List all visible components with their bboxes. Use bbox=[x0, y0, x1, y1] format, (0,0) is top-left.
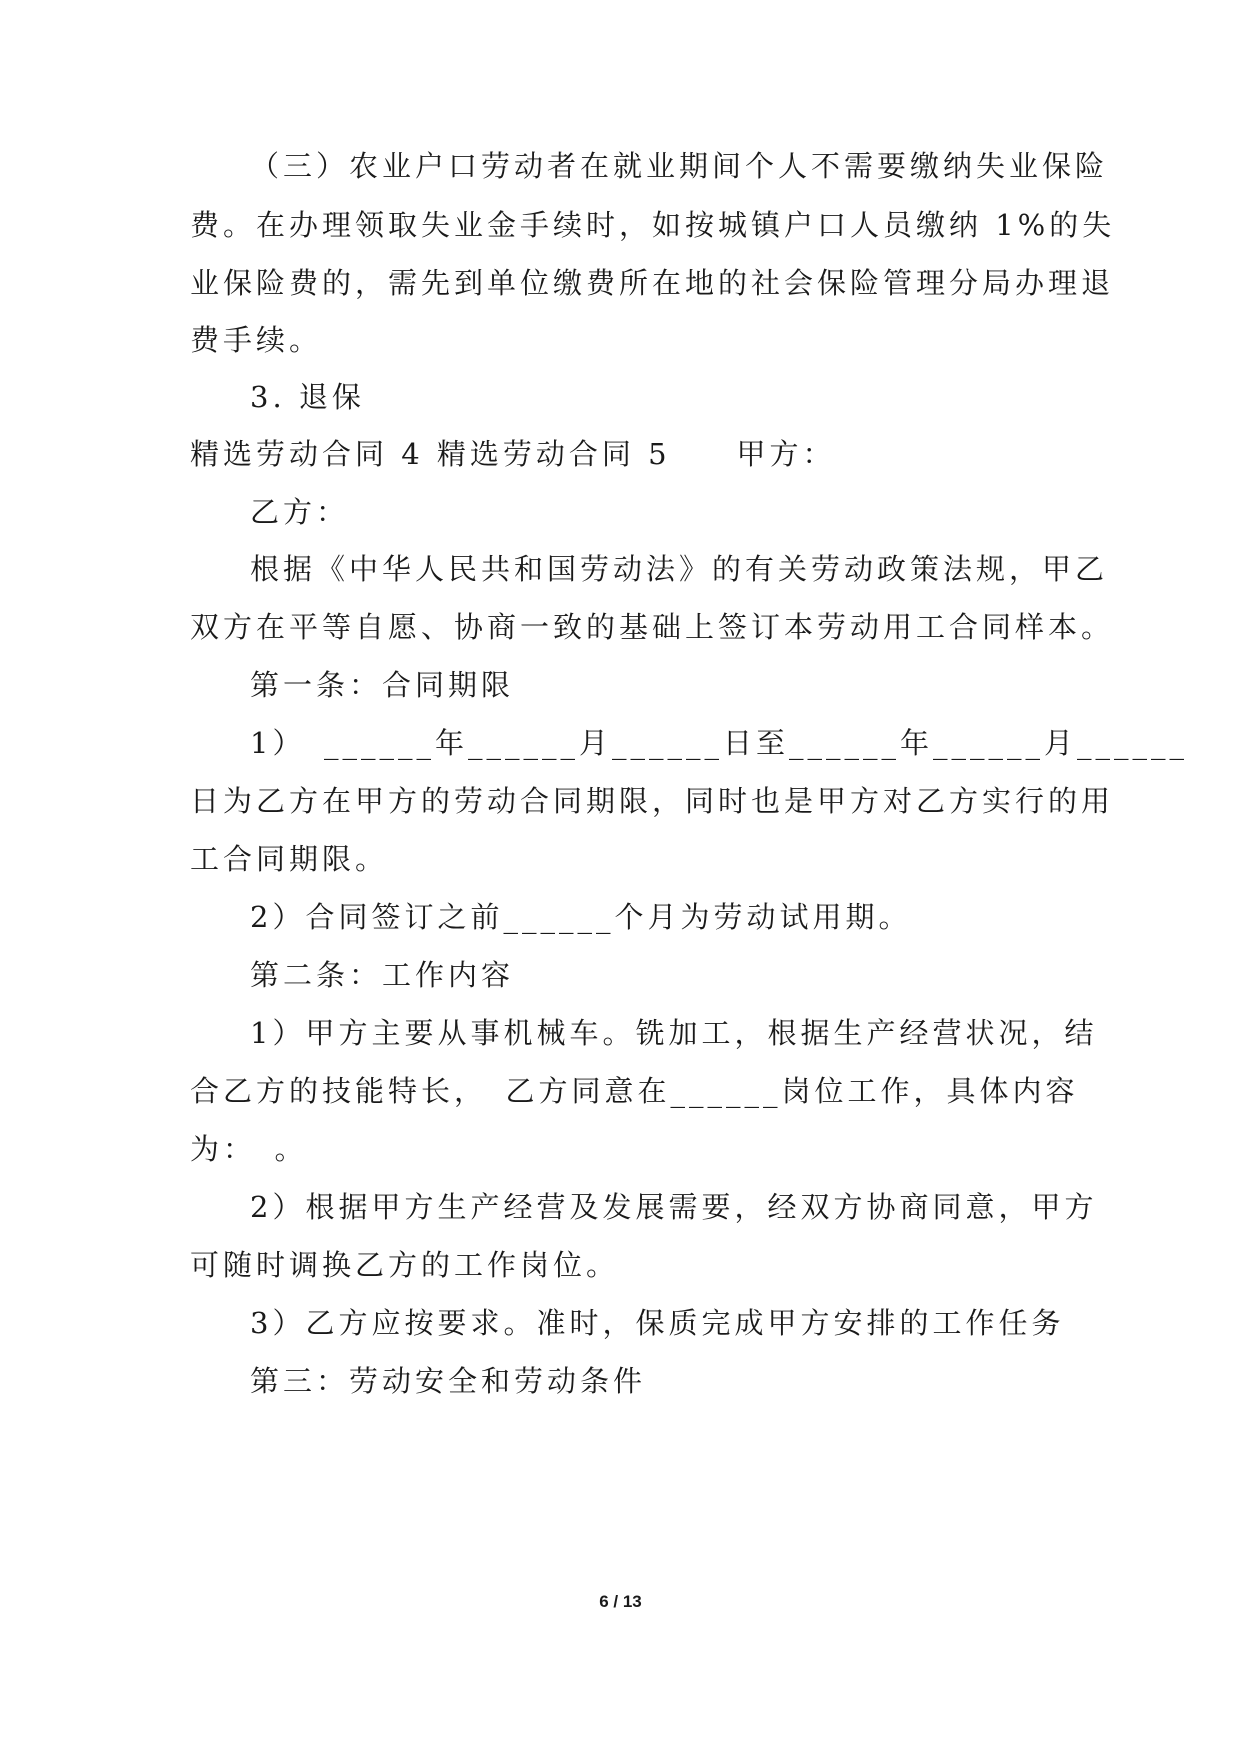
paragraph-line: 费手续。 bbox=[190, 323, 323, 357]
paragraph-line: （三）农业户口劳动者在就业期间个人不需要缴纳失业保险 bbox=[250, 149, 1109, 183]
paragraph-line: 可随时调换乙方的工作岗位。 bbox=[190, 1248, 620, 1282]
paragraph-line: 2）合同签订之前______个月为劳动试用期。 bbox=[250, 900, 912, 934]
paragraph-line: 为： 。 bbox=[190, 1132, 308, 1166]
section-heading: 精选劳动合同 4 精选劳动合同 5 甲方： bbox=[190, 437, 836, 471]
paragraph-line: 业保险费的，需先到单位缴费所在地的社会保险管理分局办理退 bbox=[190, 266, 1115, 300]
paragraph-line: 2）根据甲方生产经营及发展需要，经双方协商同意，甲方 bbox=[250, 1190, 1098, 1224]
page-number: 6 / 13 bbox=[599, 1592, 642, 1611]
article-heading: 第三：劳动安全和劳动条件 bbox=[250, 1364, 647, 1398]
paragraph-line: 合乙方的技能特长， 乙方同意在______岗位工作，具体内容 bbox=[190, 1074, 1079, 1108]
paragraph-line: 费。在办理领取失业金手续时，如按城镇户口人员缴纳 1%的失 bbox=[190, 208, 1116, 242]
article-heading: 第一条：合同期限 bbox=[250, 668, 515, 702]
paragraph-line: 3. 退保 bbox=[250, 380, 365, 414]
paragraph-line: 根据《中华人民共和国劳动法》的有关劳动政策法规，甲乙 bbox=[250, 552, 1109, 586]
paragraph-line: 1） ______年______月______日至______年______月______ bbox=[250, 726, 1188, 760]
paragraph-line: 双方在平等自愿、协商一致的基础上签订本劳动用工合同样本。 bbox=[190, 610, 1115, 644]
paragraph-line: 日为乙方在甲方的劳动合同期限，同时也是甲方对乙方实行的用 bbox=[190, 784, 1115, 818]
paragraph-line: 1）甲方主要从事机械车。铣加工，根据生产经营状况，结 bbox=[250, 1016, 1098, 1050]
paragraph-line: 3）乙方应按要求。准时，保质完成甲方安排的工作任务 bbox=[250, 1306, 1065, 1340]
party-b-label: 乙方： bbox=[250, 495, 350, 529]
article-heading: 第二条：工作内容 bbox=[250, 958, 515, 992]
paragraph-line: 工合同期限。 bbox=[190, 842, 389, 876]
